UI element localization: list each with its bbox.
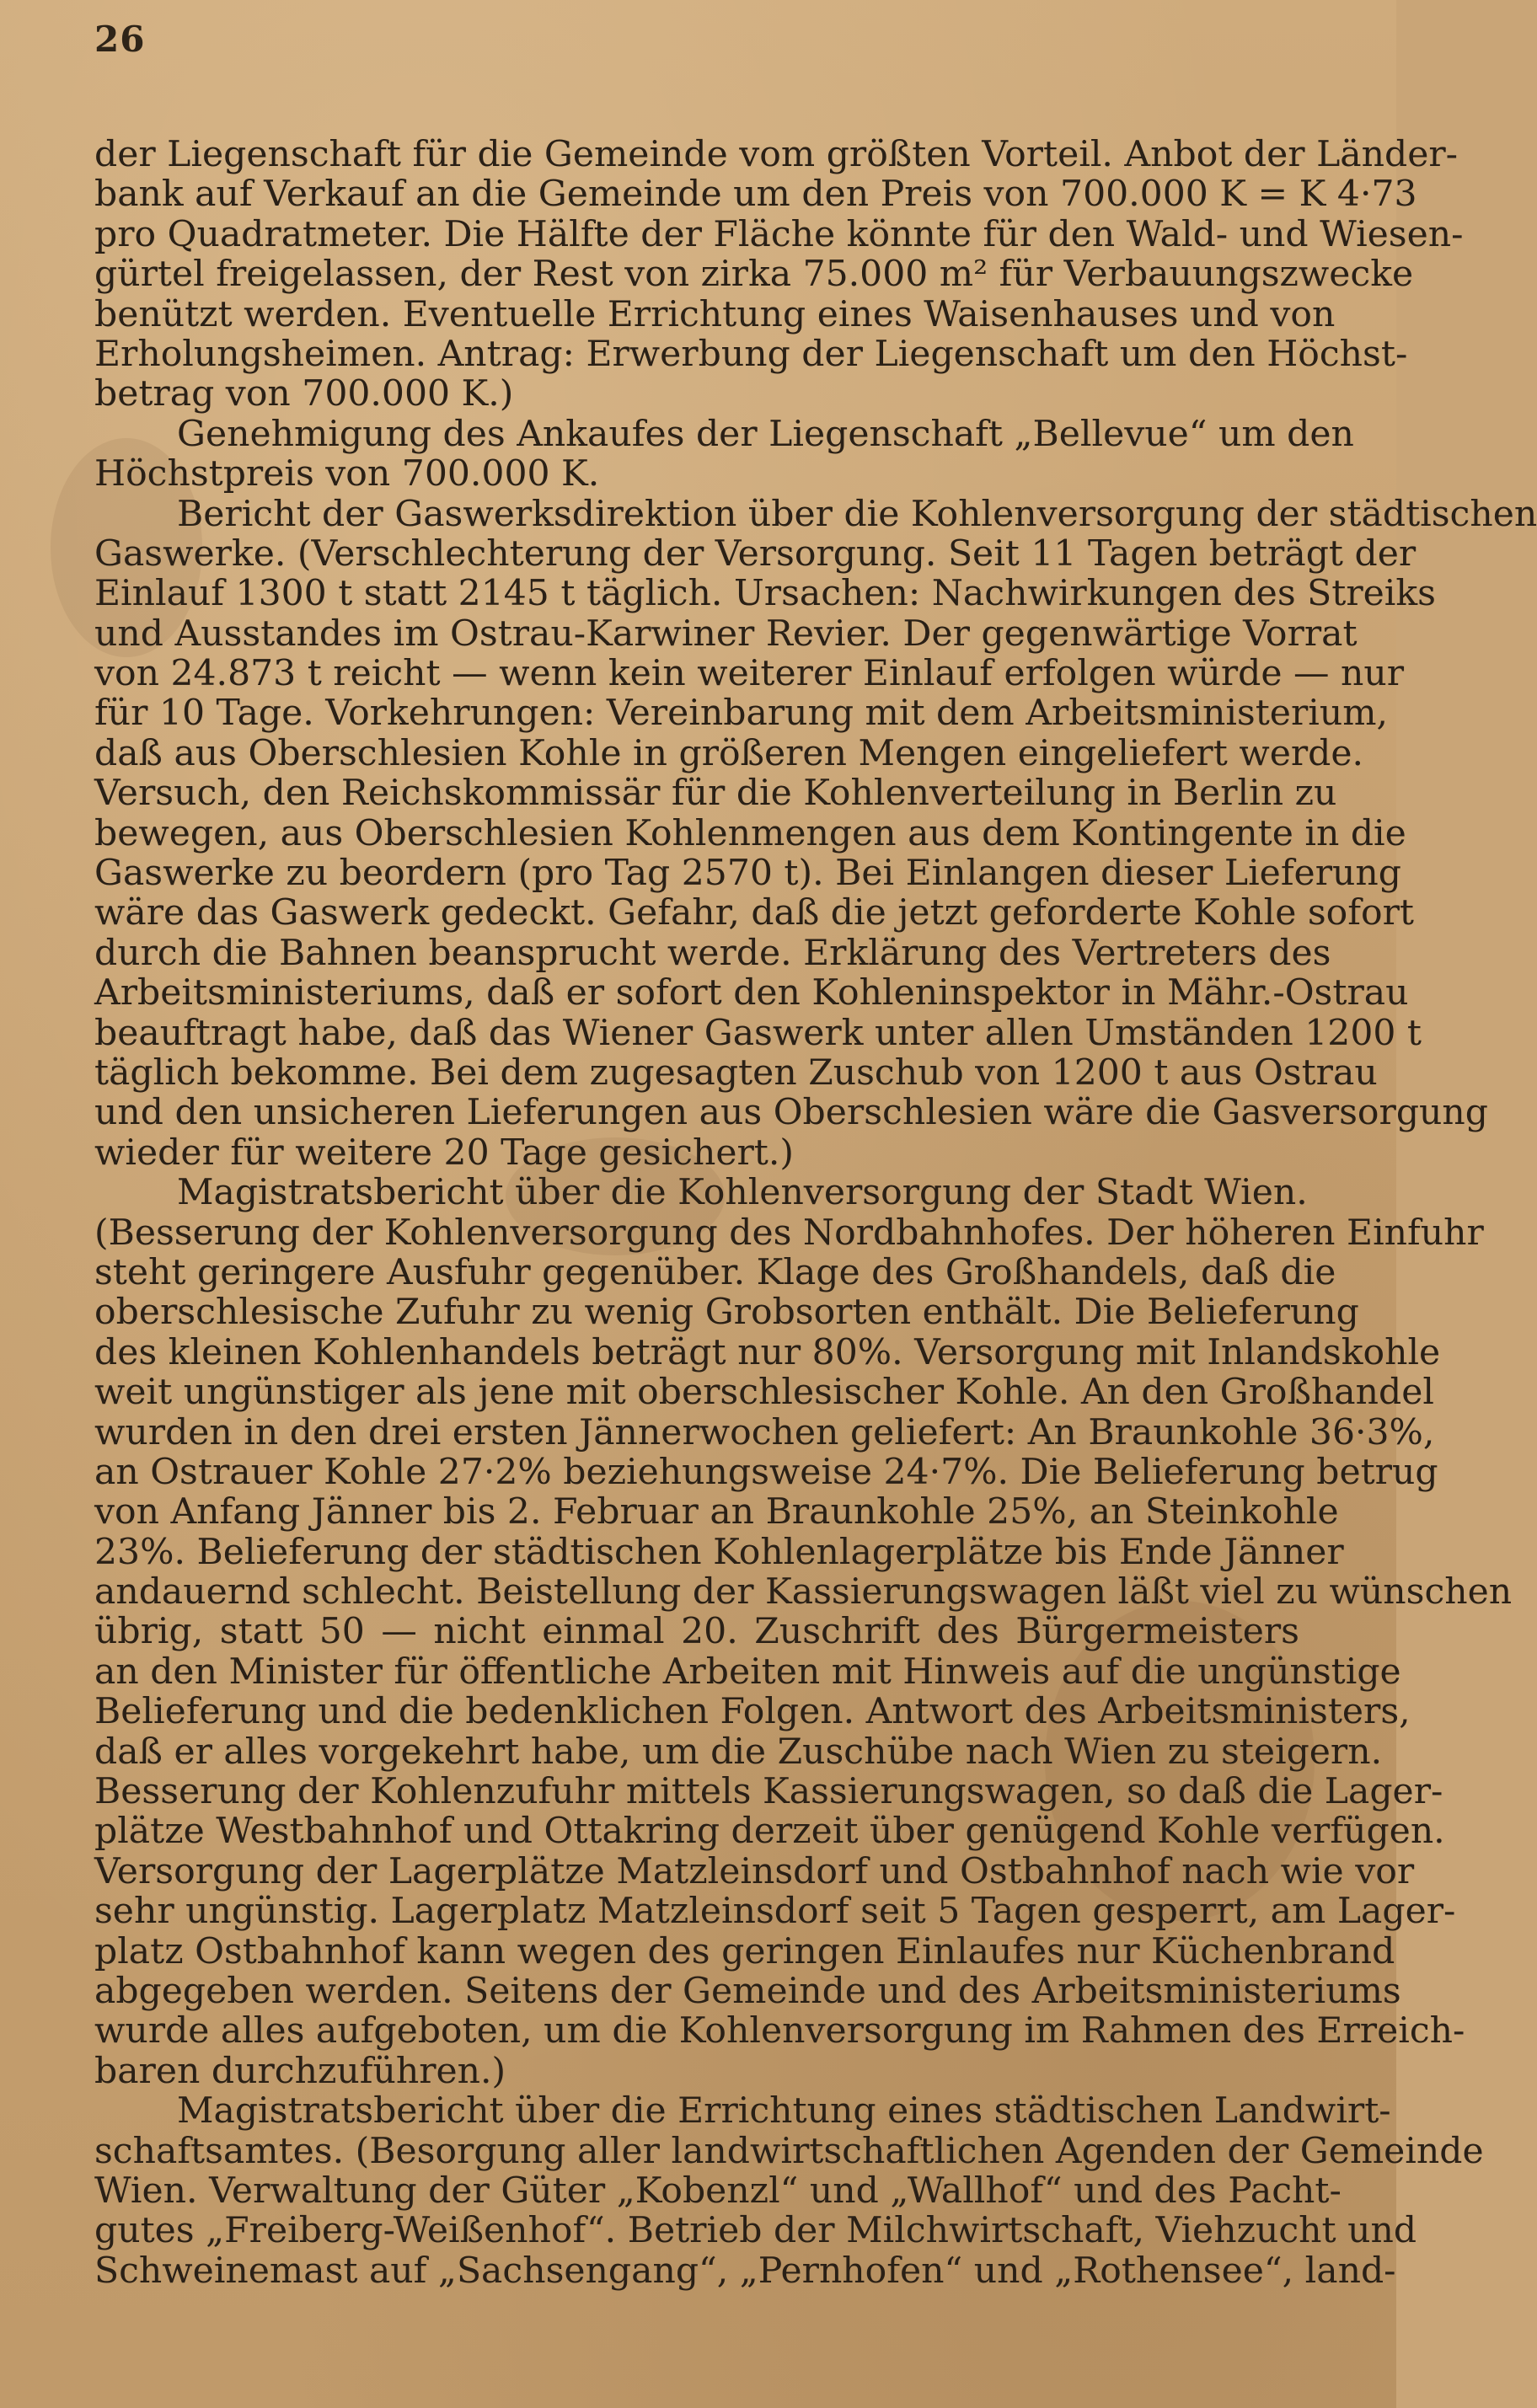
text-line: Genehmigung des Ankaufes der Liegenschaft „Bellevue“ um den <box>177 413 1354 455</box>
text-line: beauftragt habe, daß das Wiener Gaswerk unter allen Umständen 1200 t <box>94 1012 1422 1054</box>
text-line: wurde alles aufgeboten, um die Kohlenversorgung im Rahmen des Erreich- <box>94 2010 1465 2052</box>
text-line: durch die Bahnen beansprucht werde. Erklärung des Vertreters des <box>94 932 1331 974</box>
text-line: des kleinen Kohlenhandels beträgt nur 80%. Versorgung mit Inlandskohle <box>94 1331 1441 1373</box>
text-line: von Anfang Jänner bis 2. Februar an Braunkohle 25%, an Steinkohle <box>94 1491 1339 1533</box>
text-line: gürtel freigelassen, der Rest von zirka 75.000 m² für Verbauungszwecke <box>94 254 1414 296</box>
text-line: wurden in den drei ersten Jännerwochen geliefert: An Braunkohle 36·3%, <box>94 1411 1435 1453</box>
text-line: wäre das Gaswerk gedeckt. Gefahr, daß die jetzt geforderte Kohle sofort <box>94 892 1414 934</box>
text-line: wieder für weitere 20 Tage gesichert.) <box>94 1132 794 1174</box>
text-line: Gaswerke. (Verschlechterung der Versorgung. Seit 11 Tagen beträgt der <box>94 532 1417 575</box>
text-line: bank auf Verkauf an die Gemeinde um den Preis von 700.000 K = K 4·73 <box>94 174 1417 216</box>
paragraph <box>94 1172 1513 2092</box>
text-line: sehr ungünstig. Lagerplatz Matzleinsdorf seit 5 Tagen gesperrt, am Lager- <box>94 1891 1456 1933</box>
text-line: Höchstpreis von 700.000 K. <box>94 453 600 495</box>
body-text <box>94 134 1537 2292</box>
text-line: weit ungünstiger als jene mit oberschlesischer Kohle. An den Großhandel <box>94 1372 1434 1414</box>
text-line: an den Minister für öffentliche Arbeiten mit Hinweis auf die ungünstige <box>94 1651 1401 1693</box>
text-line: Versuch, den Reichskommissär für die Kohlenverteilung in Berlin zu <box>94 773 1337 815</box>
text-line: Versorgung der Lagerplätze Matzleinsdorf und Ostbahnhof nach wie vor <box>94 1850 1415 1892</box>
text-line: und den unsicheren Lieferungen aus Oberschlesien wäre die Gasversorgung <box>94 1092 1488 1134</box>
text-line: der Liegenschaft für die Gemeinde vom größten Vorteil. Anbot der Länder- <box>94 134 1459 175</box>
text-line: täglich bekomme. Bei dem zugesagten Zuschub von 1200 t aus Ostrau <box>94 1051 1378 1094</box>
text-line: von 24.873 t reicht — wenn kein weiterer Einlauf erfolgen würde — nur <box>94 653 1405 695</box>
text-line: Erholungsheimen. Antrag: Erwerbung der Liegenschaft um den Höchst- <box>94 333 1408 375</box>
text-line: für 10 Tage. Vorkehrungen: Vereinbarung mit dem Arbeitsministerium, <box>94 693 1389 735</box>
text-line: steht geringere Ausfuhr gegenüber. Klage des Großhandels, daß die <box>94 1251 1336 1293</box>
text-line: an Ostrauer Kohle 27·2% beziehungsweise 24·7%. Die Belieferung betrug <box>94 1451 1438 1493</box>
text-line: andauernd schlecht. Beistellung der Kassierungswagen läßt viel zu wünschen <box>94 1571 1513 1613</box>
text-line: Magistratsbericht über die Kohlenversorgung der Stadt Wien. <box>177 1172 1308 1214</box>
text-line: Belieferung und die bedenklichen Folgen. Antwort des Arbeitsministers, <box>94 1691 1411 1733</box>
text-line: abgegeben werden. Seitens der Gemeinde und des Arbeitsministeriums <box>94 1970 1401 2012</box>
text-line: übrig, statt 50 — nicht einmal 20. Zuschrift des Bürgermeisters <box>94 1611 1299 1653</box>
text-line: daß aus Oberschlesien Kohle in größeren Mengen eingeliefert werde. <box>94 732 1364 774</box>
text-line: daß er alles vorgekehrt habe, um die Zuschübe nach Wien zu steigern. <box>94 1731 1383 1773</box>
text-line: Einlauf 1300 t statt 2145 t täglich. Ursachen: Nachwirkungen des Streiks <box>94 573 1436 615</box>
text-line: Gaswerke zu beordern (pro Tag 2570 t). Bei Einlangen dieser Lieferung <box>94 853 1401 895</box>
text-line: 23%. Belieferung der städtischen Kohlenlagerplätze bis Ende Jänner <box>94 1531 1344 1573</box>
text-line: (Besserung der Kohlenversorgung des Nordbahnhofes. Der höheren Einfuhr <box>94 1212 1484 1254</box>
text-line: benützt werden. Eventuelle Errichtung eines Waisenhauses und von <box>94 293 1336 335</box>
text-line: bewegen, aus Oberschlesien Kohlenmengen aus dem Kontingente in die <box>94 812 1406 854</box>
paragraph <box>94 134 1464 415</box>
text-line: Arbeitsministeriums, daß er sofort den Kohleninspektor in Mähr.-Ostrau <box>94 972 1409 1014</box>
page-number: 26 <box>94 19 146 60</box>
text-line: gutes „Freiberg-Weißenhof“. Betrieb der Milchwirtschaft, Viehzucht und <box>94 2210 1417 2252</box>
paragraph <box>94 493 1537 1174</box>
text-line: baren durchzuführen.) <box>94 2050 506 2092</box>
paragraph <box>94 2090 1484 2292</box>
text-line: Besserung der Kohlenzufuhr mittels Kassierungswagen, so daß die Lager- <box>94 1771 1443 1813</box>
text-line: pro Quadratmeter. Die Hälfte der Fläche könnte für den Wald- und Wiesen- <box>94 213 1464 255</box>
text-line: platz Ostbahnhof kann wegen des geringen Einlaufes nur Küchenbrand <box>94 1930 1395 1972</box>
text-line: und Ausstandes im Ostrau-Karwiner Revier. Der gegenwärtige Vorrat <box>94 613 1358 655</box>
text-line: betrag von 700.000 K.) <box>94 373 514 415</box>
text-line: Bericht der Gaswerksdirektion über die Kohlenversorgung der städtischen <box>177 493 1537 535</box>
text-line: Wien. Verwaltung der Güter „Kobenzl“ und „Wallhof“ und des Pacht- <box>94 2170 1342 2212</box>
text-line: plätze Westbahnhof und Ottakring derzeit über genügend Kohle verfügen. <box>94 1811 1445 1853</box>
paragraph <box>94 413 1354 495</box>
text-line: Schweinemast auf „Sachsengang“, „Pernhofen“ und „Rothensee“, land- <box>94 2250 1396 2292</box>
text-line: schaftsamtes. (Besorgung aller landwirtschaftlichen Agenden der Gemeinde <box>94 2130 1484 2172</box>
text-line: Magistratsbericht über die Errichtung eines städtischen Landwirt- <box>177 2090 1391 2132</box>
text-line: oberschlesische Zufuhr zu wenig Grobsorten enthält. Die Belieferung <box>94 1292 1359 1334</box>
